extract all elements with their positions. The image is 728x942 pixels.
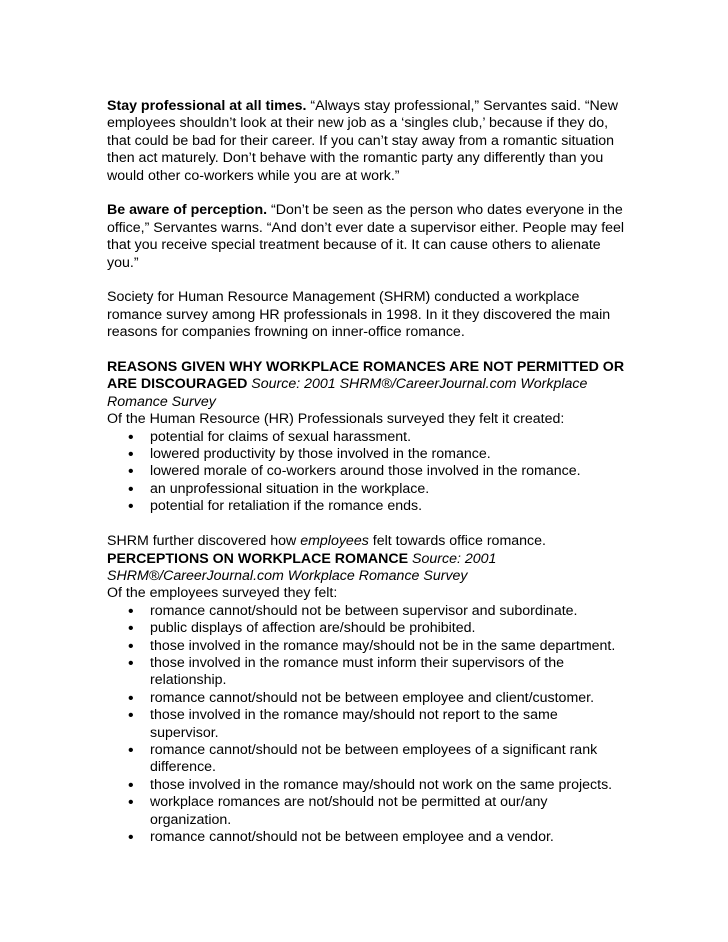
perceptions-lead-before: SHRM further discovered how <box>107 533 301 550</box>
list-item: • those involved in the romance may/should not report to the same supervisor. <box>107 707 627 742</box>
list-item: • romance cannot/should not be between employee and a vendor. <box>107 829 627 846</box>
reasons-heading: REASONS GIVEN WHY WORKPLACE ROMANCES ARE NOT PERMITTED OR ARE DISCOURAGED <box>107 359 625 393</box>
list-item: • romance cannot/should not be between employee and client/customer. <box>107 690 627 707</box>
perceptions-lead-after: felt towards office romance. <box>368 533 546 550</box>
reasons-list <box>107 429 627 516</box>
text-stay-professional: “Always stay professional,” Servantes said. “New employees shouldn’t look at their new job as a ‘singles club,’ because if they do, that could be bad for their career. If you can’t stay away from a romantic situation then act maturely. Don’t behave with the romantic party any differently than you would other co-workers while you are at work.” <box>107 98 618 184</box>
list-item: • those involved in the romance must inform their supervisors of the relationship. <box>107 655 627 690</box>
perceptions-intro: Of the employees surveyed they felt: <box>107 585 338 602</box>
perceptions-heading: PERCEPTIONS ON WORKPLACE ROMANCE <box>107 550 409 567</box>
document-page <box>107 98 627 846</box>
perceptions-heading-block <box>107 551 627 586</box>
perceptions-source: Source: 2001 SHRM®/CareerJournal.com Workplace Romance Survey <box>107 550 497 584</box>
reasons-heading-block <box>107 359 627 411</box>
heading-perception: Be aware of perception. <box>107 202 268 219</box>
reasons-intro: Of the Human Resource (HR) Professionals surveyed they felt it created: <box>107 411 565 428</box>
list-item: • potential for retaliation if the romance ends. <box>107 498 627 515</box>
spacer <box>107 342 627 359</box>
list-item: • workplace romances are not/should not be permitted at our/any organization. <box>107 794 627 829</box>
perceptions-list <box>107 603 627 847</box>
spacer <box>107 272 627 289</box>
paragraph-stay-professional <box>107 98 627 185</box>
list-item: • romance cannot/should not be between supervisor and subordinate. <box>107 603 627 620</box>
paragraph-perception <box>107 202 627 272</box>
spacer <box>107 185 627 202</box>
reasons-source: Source: 2001 SHRM®/CareerJournal.com Workplace Romance Survey <box>107 376 588 410</box>
list-item: • an unprofessional situation in the workplace. <box>107 481 627 498</box>
list-item: • lowered productivity by those involved in the romance. <box>107 446 627 463</box>
list-item: • those involved in the romance may/should not work on the same projects. <box>107 777 627 794</box>
heading-stay-professional: Stay professional at all times. <box>107 98 307 114</box>
paragraph-shrm-survey: Society for Human Resource Management (SHRM) conducted a workplace romance survey among HR professionals in 1998. In it they discovered the main reasons for companies frowning on inner-office romance. <box>107 289 611 341</box>
list-item: • potential for claims of sexual harassment. <box>107 429 627 446</box>
perceptions-lead-emphasis: employees <box>300 533 369 550</box>
perceptions-lead <box>107 533 627 550</box>
list-item: • romance cannot/should not be between employees of a significant rank difference. <box>107 742 627 777</box>
list-item: • lowered morale of co-workers around those involved in the romance. <box>107 463 627 480</box>
spacer <box>107 516 627 533</box>
list-item: • public displays of affection are/should be prohibited. <box>107 620 627 637</box>
list-item: • those involved in the romance may/should not be in the same department. <box>107 638 627 655</box>
text-perception: “Don’t be seen as the person who dates everyone in the office,” Servantes warns. “And don’t ever date a supervisor either. People may feel that you receive special treatment because of it. It can cause others to alienate you.” <box>107 202 625 271</box>
